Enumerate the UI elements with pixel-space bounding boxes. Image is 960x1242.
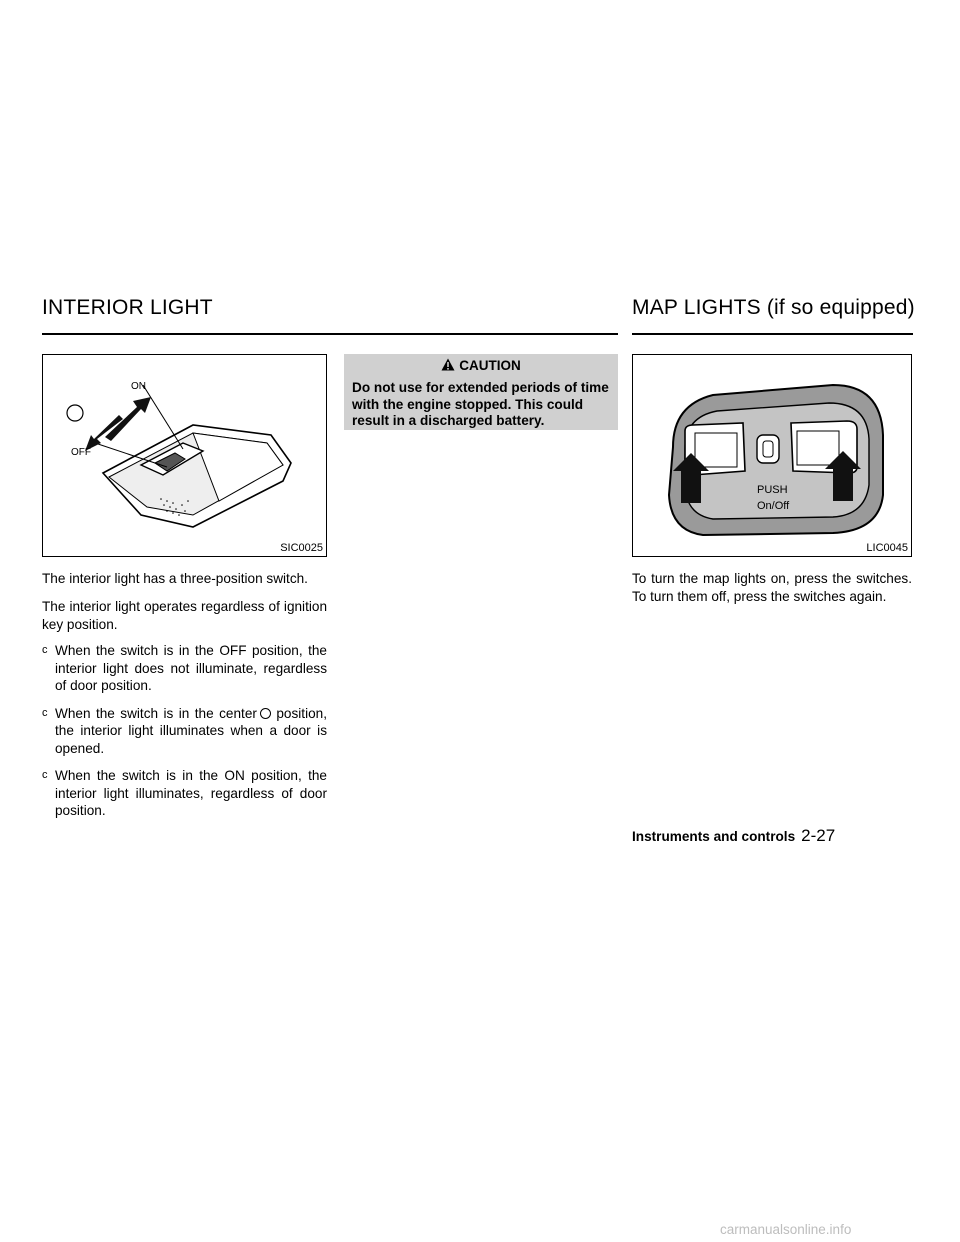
heading-rule-left	[42, 333, 618, 335]
caution-box	[344, 354, 618, 430]
label-on: ON	[131, 381, 146, 392]
bullet-text-center-cont: position, the interior light illuminates when a door is opened.	[55, 705, 327, 756]
caution-title	[344, 358, 618, 373]
warning-icon	[441, 358, 455, 371]
caution-title-text: CAUTION	[459, 358, 521, 373]
bullet-text-center: When the switch is in the center	[55, 705, 257, 721]
list-item	[42, 642, 327, 695]
bullet-icon: c	[42, 769, 48, 781]
bullet-text-on: When the switch is in the ON position, the interior light illuminates, regardless of door position.	[55, 768, 327, 818]
map-lights-figure	[632, 354, 912, 557]
page-footer	[632, 826, 835, 846]
label-onoff: On/Off	[757, 500, 790, 512]
paragraph-map-lights: To turn the map lights on, press the switches. To turn them off, press the switches again.	[632, 571, 912, 604]
list-item	[42, 705, 327, 758]
center-position-icon	[260, 708, 271, 719]
caution-body: Do not use for extended periods of time with the engine stopped. This could result in a discharged battery.	[352, 380, 609, 428]
figure-id-sic0025: SIC0025	[280, 542, 323, 554]
interior-light-figure	[42, 354, 327, 557]
bullet-icon: c	[42, 644, 48, 656]
figure-id-lic0045: LIC0045	[866, 542, 908, 554]
bullet-icon: c	[42, 706, 48, 719]
map-lights-illustration	[633, 355, 910, 555]
footer-section-title: Instruments and controls	[632, 829, 796, 844]
page-number: 2-27	[801, 826, 836, 845]
section-heading-interior-light: INTERIOR LIGHT	[42, 296, 213, 319]
paragraph-three-position: The interior light has a three-position switch.	[42, 571, 308, 586]
heading-rule-right	[632, 333, 913, 335]
section-heading-map-lights: MAP LIGHTS (if so equipped)	[632, 296, 915, 319]
label-off: OFF	[71, 447, 91, 458]
label-push: PUSH	[757, 484, 788, 496]
list-item	[42, 767, 327, 820]
paragraph-operates: The interior light operates regardless of ignition key position.	[42, 599, 327, 632]
bullet-text-off: When the switch is in the OFF position, the interior light does not illuminate, regardless of door position.	[55, 643, 327, 693]
switch-position-list	[42, 642, 327, 830]
watermark: carmanualsonline.info	[720, 1222, 852, 1237]
interior-light-illustration	[43, 355, 325, 555]
